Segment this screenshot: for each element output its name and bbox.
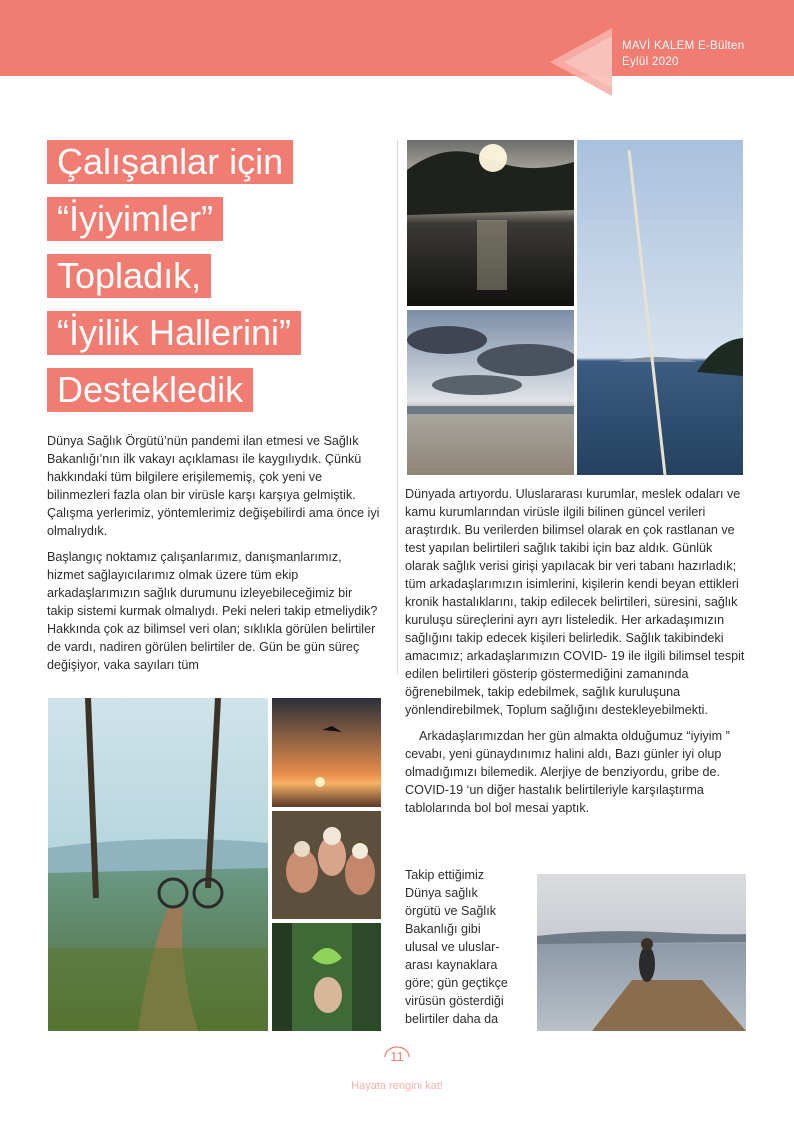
column-divider	[397, 140, 398, 675]
sunset-lake-photo	[407, 140, 574, 306]
brand-name: MAVİ KALEM E-Bülten	[622, 40, 745, 52]
paragraph: Başlangıç noktamız çalışanlarımız, danışmanlarımız, hizmet sağlayıcılarımız olmak üzere tüm ekip arkadaşlarımızın sağlık durumunu izleyebileceğimiz bir takip sistemi kurmak olmalıydı. Peki neleri takip etmeliydik? Hakkında çok az bilimsel veri olan; sıklıkla görülen belirtiler de vardı, nadiren görülen belirtiler de. Gün be gün süreç değişiyor, vaka sayıları tüm	[47, 550, 378, 672]
newsletter-brand	[622, 38, 744, 70]
seagull-sunset-photo	[272, 698, 381, 807]
pier-heart-photo	[537, 874, 746, 1031]
clouds-beach-photo	[407, 310, 574, 475]
text-line: arası kaynaklara	[405, 958, 498, 972]
title-line: Destekledik	[47, 368, 253, 412]
text-line: Dünya sağlık	[405, 886, 478, 900]
paragraph: Dünya Sağlık Örgütü’nün pandemi ilan etmesi ve Sağlık Bakanlığı’nın ilk vakayı açıklaması ile kaygılıydık. Çünkü hakkındaki tüm bilgilere erişilememiş, çok yeni ve bilinmezleri fazla olan bir virüsle karşı karşıya gelmiştik. Çalışma yerlerimiz, yöntemlerimiz değişebilirdi ama önce iyi olmalıydık.	[47, 434, 380, 538]
left-column-text	[47, 432, 382, 682]
title-line: Topladık,	[47, 254, 211, 298]
forest-leaf-photo	[272, 923, 381, 1031]
page-number	[381, 1046, 413, 1068]
ice-cream-photo	[272, 811, 381, 919]
issue-date: Eylül 2020	[622, 56, 679, 68]
sea-pole-photo	[577, 140, 743, 475]
text-line: göre; gün geçtikçe	[405, 976, 508, 990]
page-number-text: 11	[390, 1049, 404, 1064]
text-line: Takip ettiğimiz	[405, 868, 485, 882]
text-line: virüsün gösterdiği	[405, 994, 504, 1008]
right-column-text	[405, 485, 745, 825]
paragraph: Dünyada artıyordu. Uluslararası kurumlar, meslek odaları ve kamu kurumlarından virüsle ilgili bilinen güncel verileri araştırdık. Bu verilerden bilimsel olarak en çok rastlanan ve test yapılan belirtileri sağlık takibi için baz aldık. Günlük olarak sağlık verisi girişi yapılacak bir veri tabanı hazırladık; tüm arkadaşlarımızın isimlerini, kişilerin kendi beyan ettikleri kronik hastalıklarını, takip edilecek belirtileri, süresini, sağlık kuruluşu süreçlerini ayrı ayrı listeledik. Her arkadaşımızın sağlığını takip edecek kişileri belirledik. Sağlık takibindeki amacımız; arkadaşlarımızın COVID- 19 ile ilgili bilimsel tespit edilen belirtileri gösterip göstermediğini zamanında öğrenebilmek, takip edebilmek, sağlık kuruluşuna yönlendirebilmek, Toplum sağlığını destekleyebilmekti.	[405, 487, 745, 717]
wrapped-text	[405, 866, 530, 1028]
footer-tagline: Hayata rengini kat!	[351, 1080, 443, 1092]
title-line: Çalışanlar için	[47, 140, 293, 184]
text-line: ulusal ve uluslar-	[405, 940, 500, 954]
title-line: “İyilik Hallerini”	[47, 311, 301, 355]
header-decoration	[550, 28, 612, 96]
text-line: örgütü ve Sağlık	[405, 904, 497, 918]
text-line: Bakanlığı gibi	[405, 922, 481, 936]
bicycle-path-photo	[48, 698, 268, 1031]
text-line: belirtiler daha da	[405, 1012, 499, 1026]
paragraph: Arkadaşlarımızdan her gün almakta olduğumuz “iyiyim ” cevabı, yeni günaydınımız halini aldı, Bazı günler iyi olup olmadığımızı bilemedik. Alerjiye de benziyordu, gribe de. COVID-19 ‘un diğer hastalık belirtileriyle karşılaştırma tablolarında bol bol mesai yaptık.	[405, 729, 730, 815]
title-line: “İyiyimler”	[47, 197, 223, 241]
